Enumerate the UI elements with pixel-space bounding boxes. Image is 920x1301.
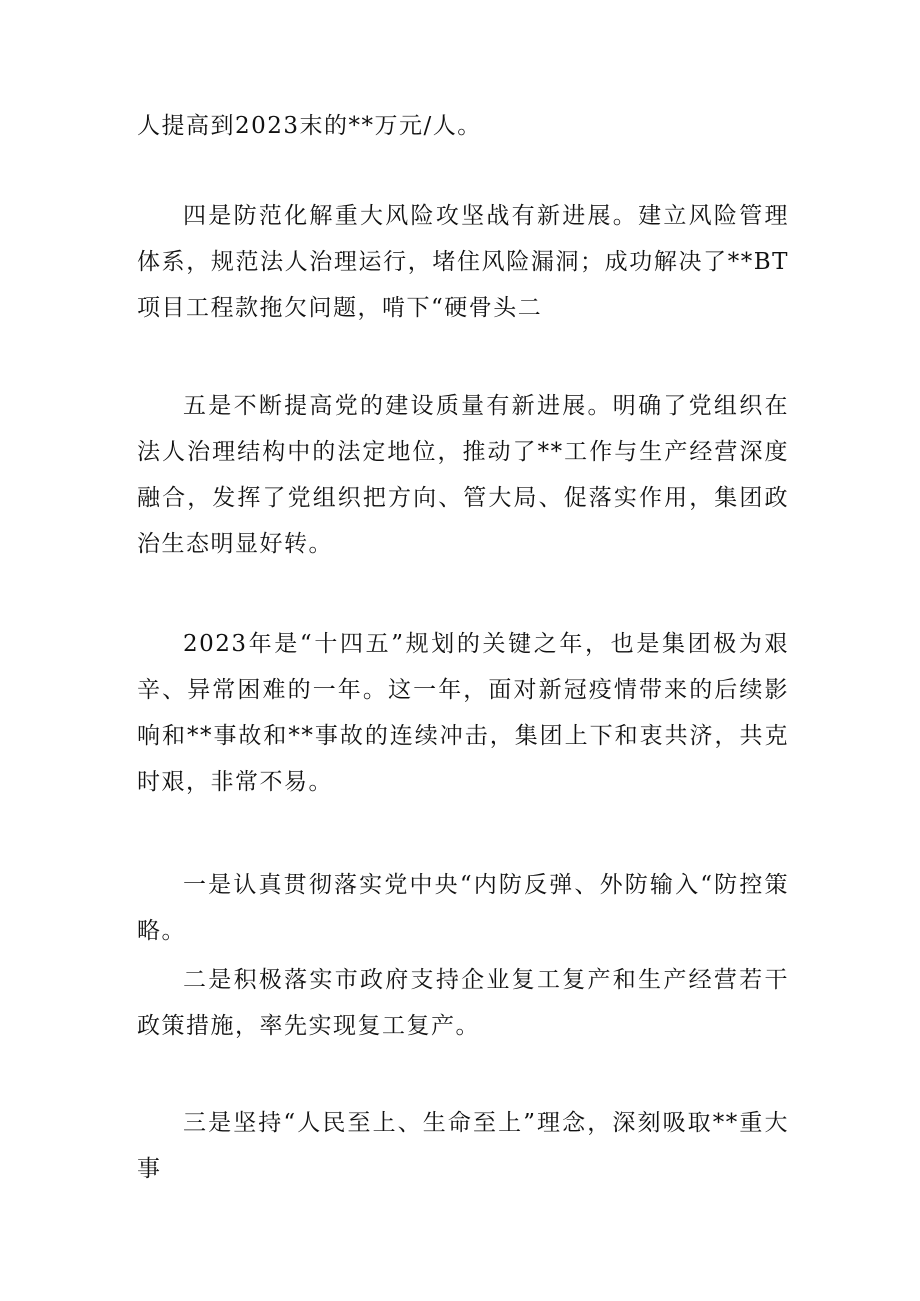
paragraph-party-building: 五是不断提高党的建设质量有新进展。明确了党组织在法人治理结构中的法定地位，推动了**工作与生产经营深度融合，发挥了党组织把方向、管大局、促落实作用，集团政治生态明显好转。 [137, 393, 789, 557]
paragraph-risk-prevention: 四是防范化解重大风险攻坚战有新进展。建立风险管理体系，规范法人治理运行，堵住风险漏洞；成功解决了**BT项目工程款拖欠问题，啃下“硬骨头二 [137, 203, 789, 321]
paragraph-epidemic-control: 一是认真贯彻落实党中央“内防反弹、外防输入“防控策略。 [137, 872, 789, 944]
paragraph-people-first: 三是坚持“人民至上、生命至上”理念，深刻吸取**重大事 [137, 1110, 789, 1182]
paragraph-continuation: 人提高到2023末的**万元/人。 [137, 113, 482, 139]
paragraph-year-overview: 2023年是“十四五”规划的关键之年，也是集团极为艰辛、异常困难的一年。这一年，面对新冠疫情带来的后续影响和**事故和**事故的连续冲击，集团上下和衷共济，共克时艰，非常不易。 [137, 631, 789, 795]
paragraph-resumption: 二是积极落实市政府支持企业复工复产和生产经营若干政策措施，率先实现复工复产。 [137, 967, 789, 1039]
